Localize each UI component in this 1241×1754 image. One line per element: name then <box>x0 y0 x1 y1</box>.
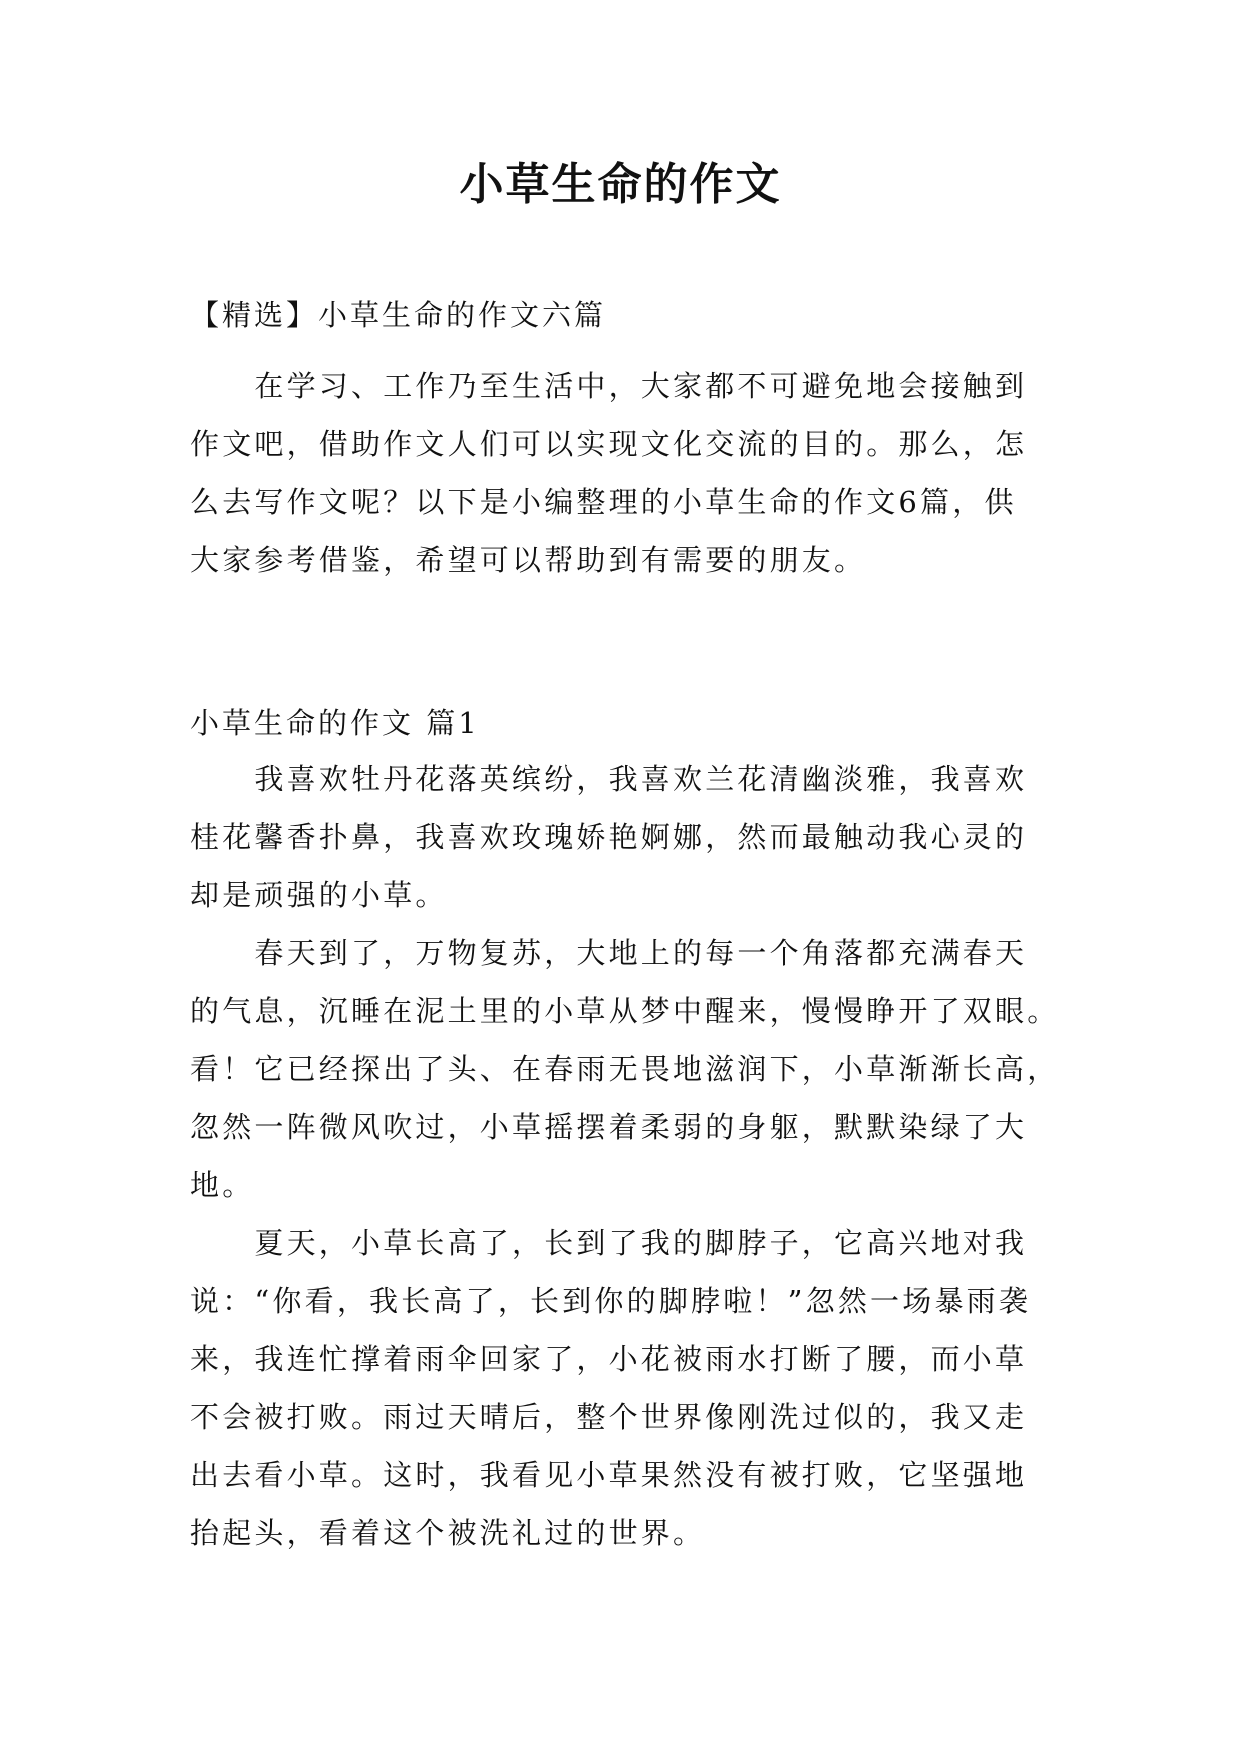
paragraph-line: 出去看小草。这时，我看见小草果然没有被打败，它坚强地 <box>190 1458 1028 1492</box>
paragraph-line: 桂花馨香扑鼻，我喜欢玫瑰娇艳婀娜，然而最触动我心灵的 <box>190 820 1028 854</box>
paragraph-line: 不会被打败。雨过天晴后，整个世界像刚洗过似的，我又走 <box>190 1400 1028 1434</box>
paragraph-line: 春天到了，万物复苏，大地上的每一个角落都充满春天 <box>190 936 1028 970</box>
paragraph-line: 忽然一阵微风吹过，小草摇摆着柔弱的身躯，默默染绿了大 <box>190 1110 1028 1144</box>
paragraph-line: 我喜欢牡丹花落英缤纷，我喜欢兰花清幽淡雅，我喜欢 <box>190 762 1028 796</box>
document-subtitle: 【精选】小草生命的作文六篇 <box>190 298 607 332</box>
paragraph-spring <box>190 924 1060 1214</box>
paragraph-line: 看！它已经探出了头、在春雨无畏地滋润下，小草渐渐长高， <box>190 1052 1060 1086</box>
paragraph-summer <box>190 1214 1052 1562</box>
paragraph-line: 却是顽强的小草。 <box>190 878 448 912</box>
paragraph-flowers <box>190 750 1052 924</box>
intro-line: 么去写作文呢？以下是小编整理的小草生命的作文6篇，供 <box>190 485 1017 519</box>
intro-line: 作文吧，借助作文人们可以实现文化交流的目的。那么，怎 <box>190 427 1028 461</box>
paragraph-line: 的气息，沉睡在泥土里的小草从梦中醒来，慢慢睁开了双眼。 <box>190 994 1060 1028</box>
paragraph-line: 抬起头，看着这个被洗礼过的世界。 <box>190 1516 706 1550</box>
paragraph-line: 夏天，小草长高了，长到了我的脚脖子，它高兴地对我 <box>190 1226 1028 1260</box>
document-title: 小草生命的作文 <box>459 159 782 210</box>
paragraph-line: 地。 <box>190 1168 255 1202</box>
intro-line: 在学习、工作乃至生活中，大家都不可避免地会接触到 <box>190 369 1028 403</box>
paragraph-line: 说：“你看，我长高了，长到你的脚脖啦！”忽然一场暴雨袭 <box>190 1284 1032 1318</box>
section-heading: 小草生命的作文 篇1 <box>190 706 480 740</box>
paragraph-line: 来，我连忙撑着雨伞回家了，小花被雨水打断了腰，而小草 <box>190 1342 1028 1376</box>
intro-line: 大家参考借鉴，希望可以帮助到有需要的朋友。 <box>190 543 867 577</box>
intro-paragraph <box>190 357 1052 589</box>
